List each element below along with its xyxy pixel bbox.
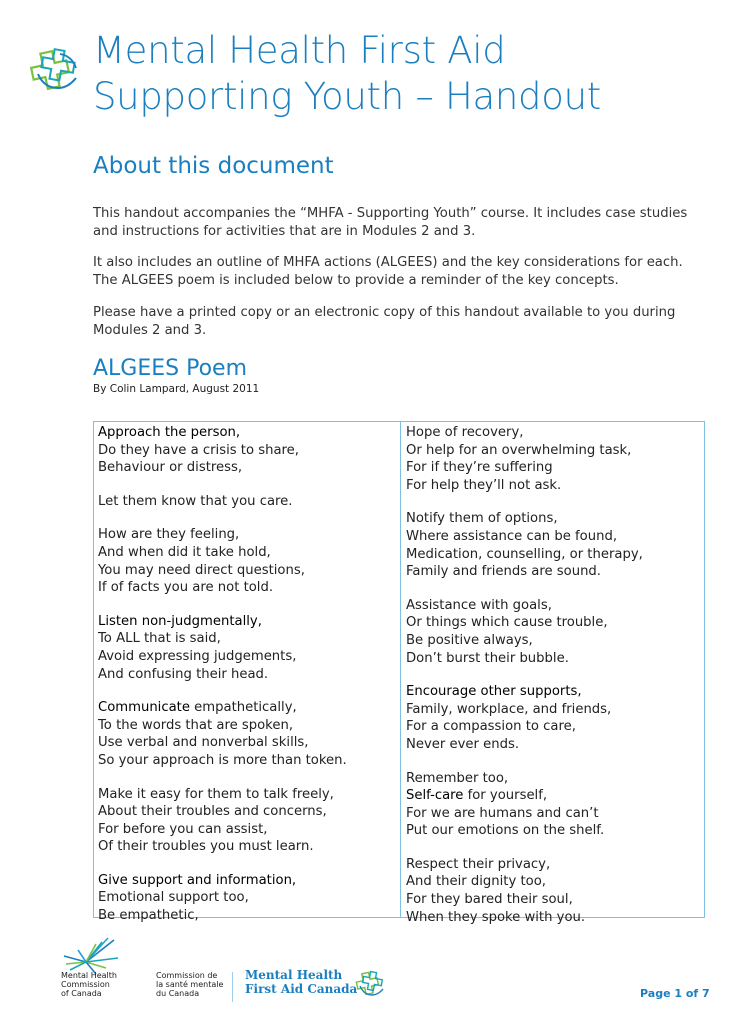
poem-stanza [98,872,396,925]
poem-box [93,421,705,925]
poem-line: So your approach is more than token. [98,752,347,768]
poem-line: When they spoke with you. [406,909,586,925]
poem-line: Where assistance can be found, [406,528,618,544]
poem-line [98,872,396,890]
title-line-1: Mental Health First Aid [93,29,506,72]
poem-line [98,613,396,631]
mhcc-starburst-icon [56,936,126,976]
poem-stanza [98,493,396,511]
poem-line: For a compassion to care, [406,719,576,735]
poem-line: Use verbal and nonverbal skills, [98,735,309,751]
poem-line: Let them know that you care. [98,493,293,509]
poem-line: Respect their privacy, [406,856,551,872]
poem-stanza [406,770,700,840]
poem-stanza [406,856,700,926]
poem-heading: ALGEES Poem [93,356,248,381]
poem-line: Medication, counselling, or therapy, [406,546,643,562]
paragraph: This handout accompanies the “MHFA - Supporting Youth” course. It includes case studies and instructions for activities that are in Modules 2 and 3. [93,206,688,239]
mhfa-hands-icon [30,44,82,94]
poem-keyword: Approach the person, [98,425,241,440]
mhcc-name-en: Mental Health Commission of Canada [61,971,117,998]
poem-line: About their troubles and concerns, [98,804,327,820]
poem-line: Do they have a crisis to share, [98,442,299,458]
page-title [93,28,601,120]
poem-stanza [98,424,396,477]
poem-line: Avoid expressing judgements, [98,648,297,664]
poem-line: And when did it take hold, [98,544,271,560]
poem-line: To ALL that is said, [98,631,221,647]
poem-line: How are they feeling, [98,527,240,543]
page-number: Page 1 of 7 [640,987,710,1000]
poem-line-rest: empathetically, [189,700,297,716]
poem-line: For we are humans and can’t [406,805,599,821]
poem-line: Notify them of options, [406,511,558,527]
poem-stanza [406,597,700,667]
poem-stanza [98,786,396,856]
poem-author: By Colin Lampard, August 2011 [93,383,260,395]
footer-divider [232,972,233,1002]
mhfa-hands-icon [355,968,387,1000]
poem-line [98,699,396,717]
poem-stanza [98,526,396,596]
title-line-2: Supporting Youth – Handout [93,75,601,118]
poem-column-left [94,422,401,924]
poem-line: For if they’re suffering [406,460,553,476]
poem-stanza [406,424,700,494]
paragraph: It also includes an outline of MHFA actions (ALGEES) and the key considerations for each. The ALGEES poem is included below to provide a reminder of the key concepts. [93,255,683,288]
poem-line: And confusing their head. [98,666,269,682]
poem-line: And their dignity too, [406,874,546,890]
poem-stanza [406,683,700,753]
poem-keyword: Communicate [98,700,190,716]
poem-line: To the words that are spoken, [98,717,294,733]
mhfa-canada-logo [245,968,357,996]
poem-line: Be empathetic, [98,908,199,924]
poem-line: You may need direct questions, [98,562,305,578]
mhcc-logo [56,936,226,1006]
poem-stanza [98,699,396,769]
poem-line: Family, workplace, and friends, [406,701,612,717]
poem-line: Never ever ends. [406,736,520,752]
poem-column-right [401,422,704,925]
poem-line: For before you can assist, [98,821,268,837]
poem-line: Behaviour or distress, [98,460,243,476]
poem-stanza [98,613,396,683]
poem-keyword: Self-care [406,788,464,804]
poem-line: Put our emotions on the shelf. [406,823,605,839]
poem-line: For they bared their soul, [406,892,573,908]
poem-keyword: Encourage other supports, [406,684,582,700]
poem-line: For help they’ll not ask. [406,477,562,493]
poem-stanza [406,510,700,580]
poem-line: Make it easy for them to talk freely, [98,786,334,802]
poem-keyword: Listen non-judgmentally, [98,613,262,629]
poem-line: Be positive always, [406,632,533,648]
poem-line [406,787,700,805]
poem-keyword: Give support and information, [98,872,297,888]
poem-line: Family and friends are sound. [406,564,601,580]
mhfa-wordmark: Mental Health First Aid Canada [245,968,358,996]
poem-line: Assistance with goals, [406,597,552,613]
poem-line: Or things which cause trouble, [406,615,608,631]
mhcc-name-fr: Commission de la santé mentale du Canada [156,971,224,998]
about-heading: About this document [93,153,334,179]
poem-line-rest: for yourself, [463,788,548,804]
paragraph: Please have a printed copy or an electronic copy of this handout available to you during Modules 2 and 3. [93,305,676,338]
poem-line: Or help for an overwhelming task, [406,442,632,458]
poem-line: Don’t burst their bubble. [406,650,569,666]
poem-line: If of facts you are not told. [98,580,274,596]
poem-line: Remember too, [406,770,509,786]
poem-line: Hope of recovery, [406,425,524,440]
poem-line [98,424,396,442]
poem-line: Emotional support too, [98,890,249,906]
poem-line [406,683,700,701]
poem-line: Of their troubles you must learn. [98,839,314,855]
